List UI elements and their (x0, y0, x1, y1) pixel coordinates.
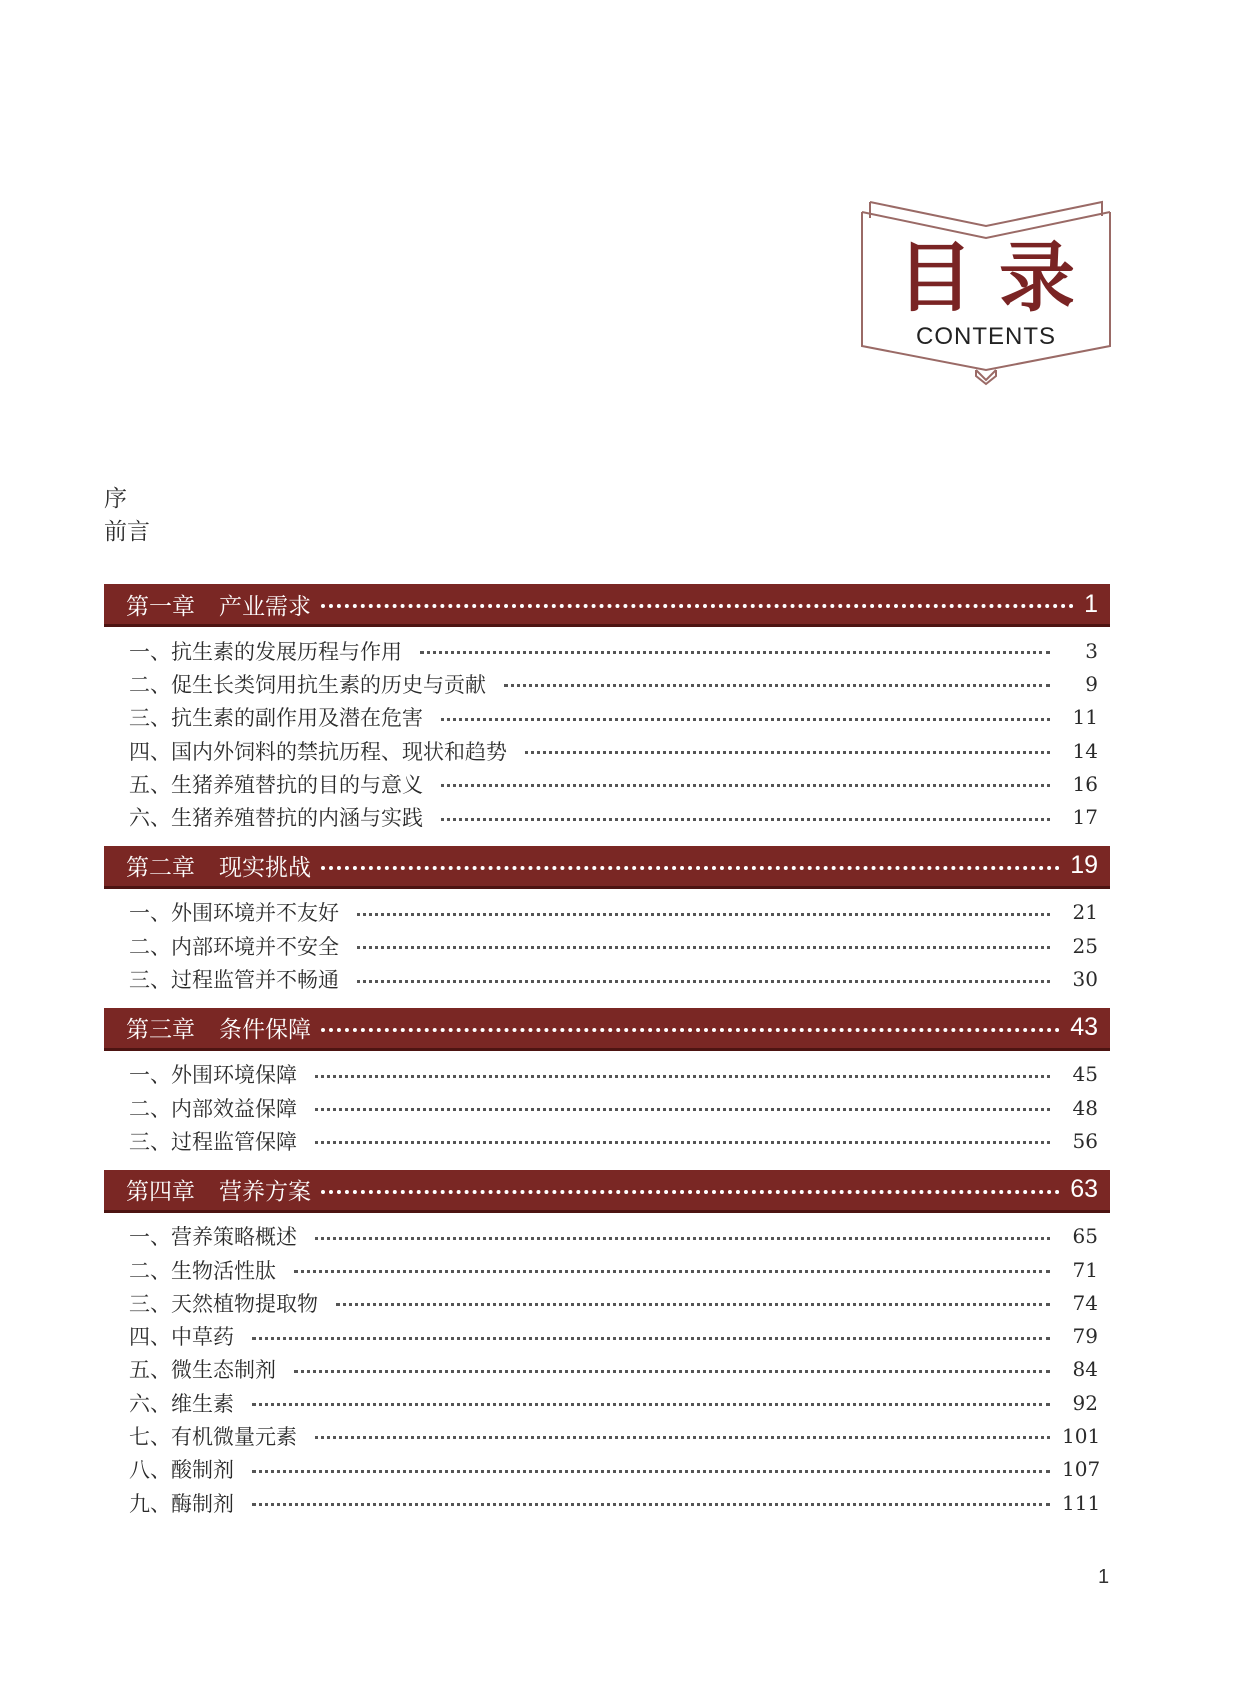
section-page: 101 (1062, 1423, 1101, 1448)
dot-leader (321, 866, 1060, 870)
section-page: 79 (1072, 1324, 1098, 1349)
section-title: 三、天然植物提取物 (129, 1291, 318, 1316)
section-page: 9 (1085, 671, 1098, 696)
section-title: 三、过程监管并不畅通 (129, 968, 339, 993)
section-item[interactable] (104, 1386, 1110, 1419)
section-item[interactable] (104, 800, 1110, 833)
dot-leader (525, 751, 1050, 754)
section-list (104, 624, 1110, 846)
section-page: 92 (1072, 1390, 1098, 1415)
section-page: 30 (1072, 967, 1098, 992)
section-title: 七、有机微量元素 (129, 1424, 297, 1449)
section-item[interactable] (104, 1091, 1110, 1124)
dot-leader (357, 980, 1050, 983)
section-title: 一、抗生素的发展历程与作用 (129, 639, 402, 664)
dot-leader (315, 1141, 1050, 1144)
chapter-header[interactable] (104, 584, 1110, 624)
chapter-number: 第四章 (126, 1179, 195, 1206)
section-page: 3 (1085, 638, 1098, 663)
section-page: 107 (1062, 1457, 1101, 1482)
section-item[interactable] (104, 1058, 1110, 1091)
section-title: 一、营养策略概述 (129, 1225, 297, 1250)
section-title: 二、促生长类饲用抗生素的历史与贡献 (129, 672, 486, 697)
section-title: 四、国内外饲料的禁抗历程、现状和趋势 (129, 739, 507, 764)
dot-leader (252, 1337, 1050, 1340)
dot-leader (294, 1370, 1050, 1373)
chapter-title: 产业需求 (219, 593, 311, 620)
chapter-number: 第三章 (126, 1017, 195, 1044)
section-page: 48 (1072, 1095, 1098, 1120)
chapter-number: 第一章 (126, 593, 195, 620)
section-page: 16 (1072, 771, 1098, 796)
chapter-page: 1 (1084, 589, 1098, 618)
section-item[interactable] (104, 1453, 1110, 1486)
section-item[interactable] (104, 701, 1110, 734)
section-item[interactable] (104, 1286, 1110, 1319)
section-list (104, 1210, 1110, 1532)
section-page: 56 (1072, 1128, 1098, 1153)
section-page: 14 (1072, 738, 1098, 763)
section-list (104, 1048, 1110, 1170)
toc-subheading: CONTENTS (916, 323, 1056, 350)
book-emblem (858, 198, 1114, 388)
dot-leader (321, 1028, 1060, 1032)
section-title: 二、内部效益保障 (129, 1096, 297, 1121)
front-matter-foreword[interactable]: 前言 (104, 519, 150, 545)
section-title: 三、过程监管保障 (129, 1129, 297, 1154)
dot-leader (504, 684, 1050, 687)
section-page: 65 (1072, 1224, 1098, 1249)
dot-leader (315, 1075, 1050, 1078)
dot-leader (336, 1303, 1050, 1306)
section-item[interactable] (104, 1353, 1110, 1386)
chapter-header[interactable] (104, 846, 1110, 886)
section-page: 84 (1072, 1357, 1098, 1382)
section-item[interactable] (104, 1486, 1110, 1519)
dot-leader (441, 784, 1050, 787)
chapter-page: 19 (1070, 851, 1098, 880)
chapter-header[interactable] (104, 1008, 1110, 1048)
section-title: 一、外围环境保障 (129, 1063, 297, 1088)
section-title: 九、酶制剂 (129, 1491, 234, 1516)
section-item[interactable] (104, 767, 1110, 800)
dot-leader (357, 913, 1050, 916)
chapter-page: 63 (1070, 1175, 1098, 1204)
section-title: 八、酸制剂 (129, 1458, 234, 1483)
section-title: 五、生猪养殖替抗的目的与意义 (129, 772, 423, 797)
dot-leader (252, 1470, 1050, 1473)
chapter-title: 现实挑战 (219, 855, 311, 882)
table-of-contents (104, 584, 1110, 1531)
section-item[interactable] (104, 667, 1110, 700)
dot-leader (315, 1436, 1050, 1439)
section-item[interactable] (104, 1124, 1110, 1157)
page-number: 1 (1098, 1566, 1110, 1588)
dot-leader (294, 1270, 1050, 1273)
section-title: 六、维生素 (129, 1391, 234, 1416)
section-item[interactable] (104, 1253, 1110, 1286)
dot-leader (315, 1108, 1050, 1111)
section-item[interactable] (104, 962, 1110, 995)
chapter-number: 第二章 (126, 855, 195, 882)
chapter-header[interactable] (104, 1170, 1110, 1210)
dot-leader (252, 1503, 1050, 1506)
section-page: 21 (1072, 900, 1098, 925)
section-item[interactable] (104, 1220, 1110, 1253)
section-title: 五、微生态制剂 (129, 1358, 276, 1383)
section-page: 45 (1072, 1062, 1098, 1087)
dot-leader (315, 1237, 1050, 1240)
front-matter-preface[interactable]: 序 (104, 486, 127, 512)
dot-leader (420, 651, 1050, 654)
section-title: 六、生猪养殖替抗的内涵与实践 (129, 806, 423, 831)
chapter-page: 43 (1070, 1013, 1098, 1042)
section-page: 25 (1072, 933, 1098, 958)
dot-leader (441, 718, 1050, 721)
dot-leader (252, 1403, 1050, 1406)
section-item[interactable] (104, 896, 1110, 929)
section-title: 四、中草药 (129, 1325, 234, 1350)
dot-leader (321, 604, 1074, 608)
section-title: 一、外围环境并不友好 (129, 901, 339, 926)
section-page: 74 (1072, 1290, 1098, 1315)
section-title: 三、抗生素的副作用及潜在危害 (129, 706, 423, 731)
chapter-title: 营养方案 (219, 1179, 311, 1206)
chapter-title: 条件保障 (219, 1017, 311, 1044)
section-page: 17 (1072, 805, 1098, 830)
section-page: 71 (1072, 1257, 1098, 1282)
dot-leader (357, 946, 1050, 949)
section-item[interactable] (104, 734, 1110, 767)
section-item[interactable] (104, 1419, 1110, 1452)
section-title: 二、内部环境并不安全 (129, 934, 339, 959)
dot-leader (441, 818, 1050, 821)
toc-heading: 目录 (897, 233, 1101, 322)
section-list (104, 886, 1110, 1008)
section-item[interactable] (104, 929, 1110, 962)
dot-leader (321, 1190, 1060, 1194)
section-title: 二、生物活性肽 (129, 1258, 276, 1283)
section-item[interactable] (104, 634, 1110, 667)
section-page: 11 (1072, 705, 1098, 730)
section-item[interactable] (104, 1319, 1110, 1352)
section-page: 111 (1062, 1490, 1101, 1515)
